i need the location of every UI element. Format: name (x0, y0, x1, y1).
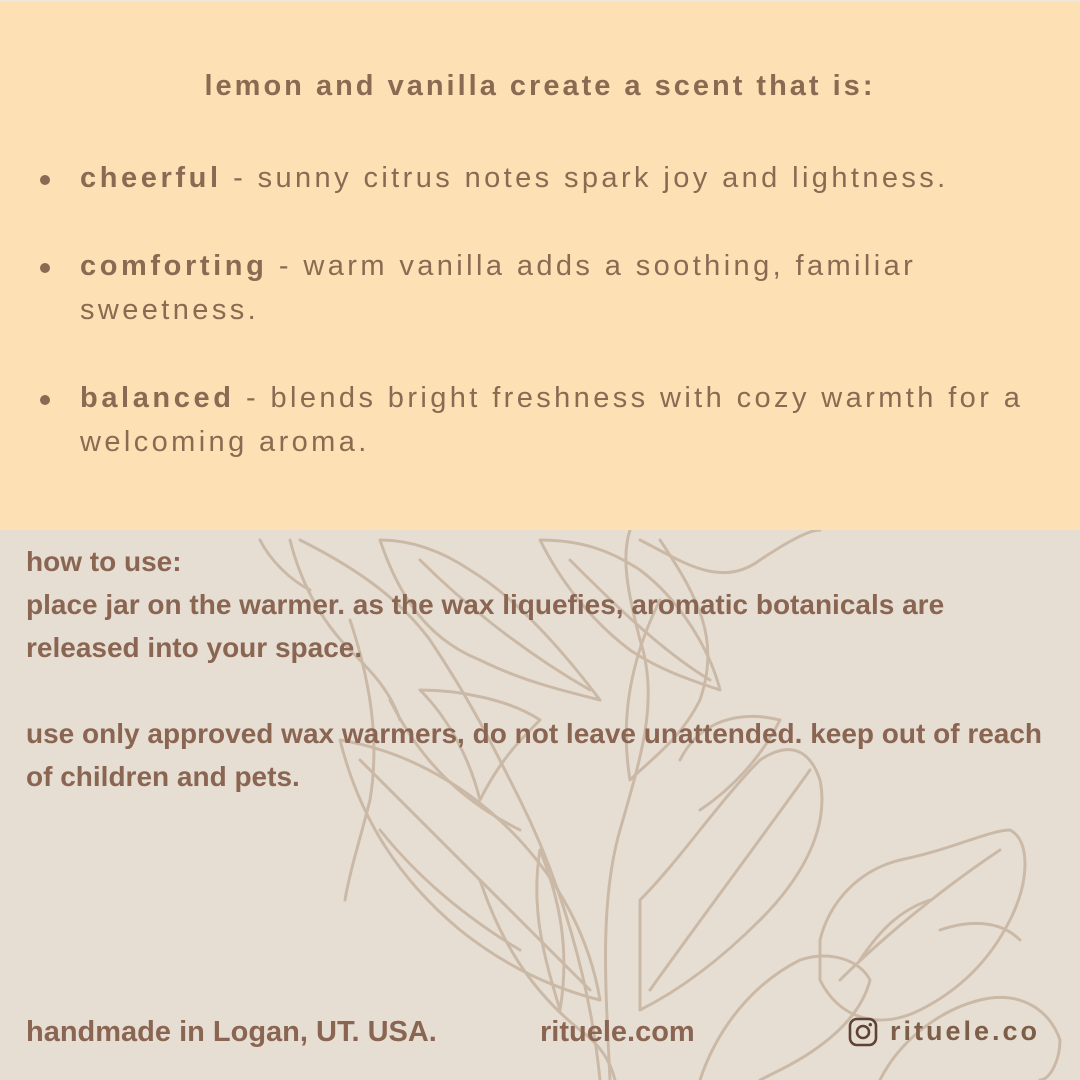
benefit-description: - warm vanilla adds a soothing, familiar sweetness. (80, 250, 917, 326)
benefit-balanced (80, 376, 1040, 464)
safety-warning: use only approved wax warmers, do not leave unattended. keep out of reach of children and pets. (26, 718, 1043, 792)
benefit-term: balanced (80, 382, 235, 414)
scent-headline: lemon and vanilla create a scent that is: (204, 70, 876, 102)
benefit-description: - blends bright freshness with cozy warmth for a welcoming aroma. (80, 382, 1024, 458)
origin-text: handmade in Logan, UT. USA. (26, 1016, 437, 1048)
bullet-dot (40, 263, 50, 273)
instructions-usage: place jar on the warmer. as the wax liquefies, aromatic botanicals are released into your space. (26, 589, 945, 663)
benefit-term: comforting (80, 250, 268, 282)
website-link[interactable]: rituele.com (540, 1016, 695, 1048)
benefit-description: - sunny citrus notes spark joy and lightness. (221, 162, 949, 194)
instagram-handle: rituele.co (890, 1016, 1041, 1046)
scent-profile-panel (0, 0, 1080, 530)
instagram-icon (848, 1017, 878, 1047)
usage-instructions (26, 540, 1056, 798)
bullet-dot (40, 395, 50, 405)
benefit-cheerful (80, 156, 1040, 200)
instagram-link[interactable] (848, 1016, 1040, 1047)
instructions-heading: how to use: (26, 546, 182, 577)
benefit-term: cheerful (80, 162, 222, 194)
benefit-comforting (80, 244, 1040, 332)
bullet-dot (40, 175, 50, 185)
